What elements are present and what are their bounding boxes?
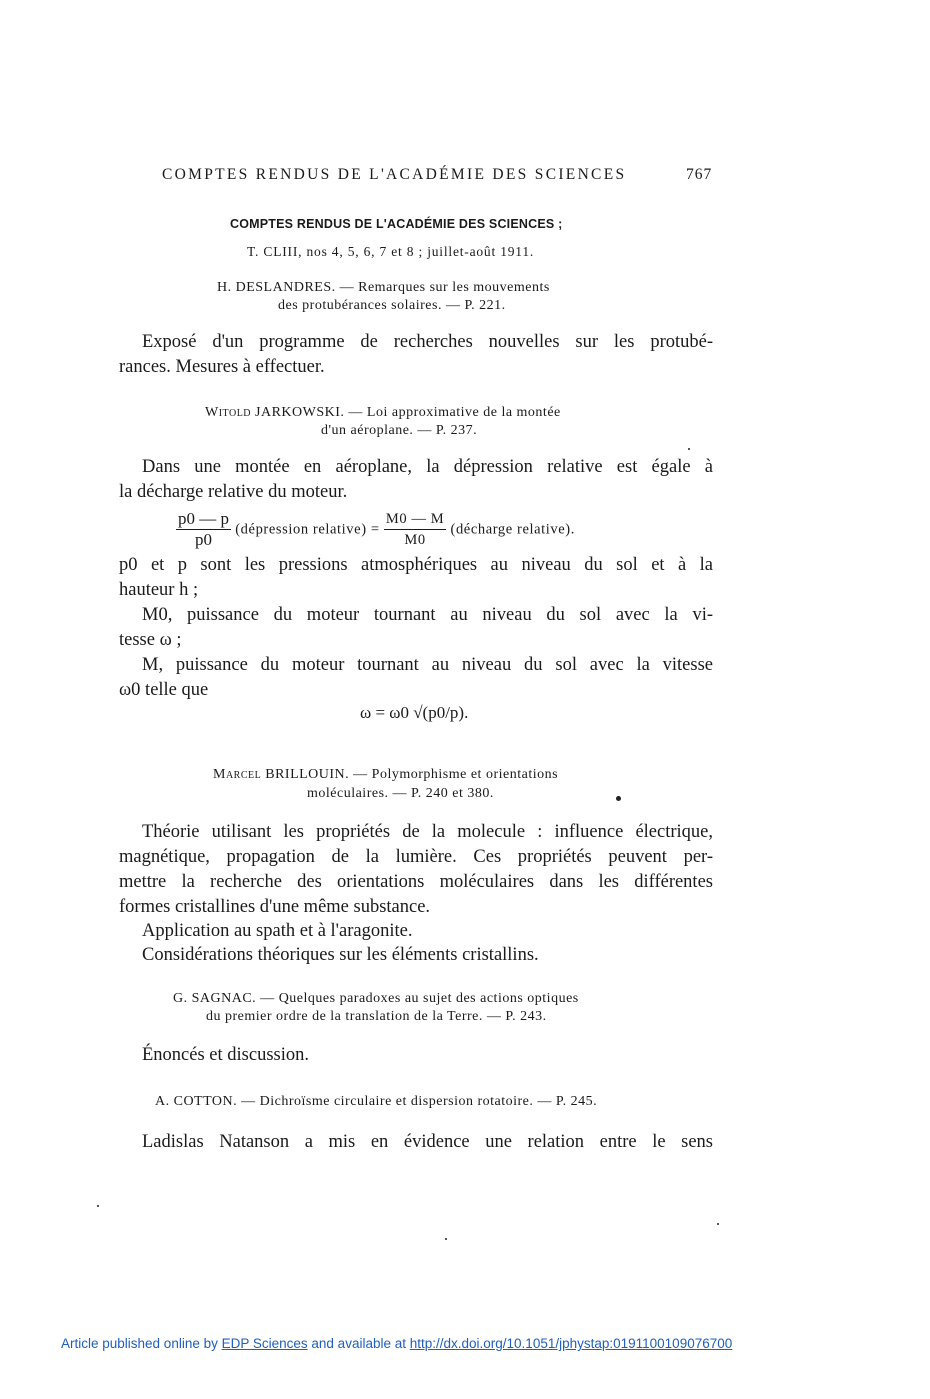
entry-ref-line: — Quelques paradoxes au sujet des actions optiques (256, 991, 579, 1006)
entry-ref-line: — Remarques sur les mouvements (335, 280, 550, 295)
fraction-lhs (176, 509, 231, 550)
entry-body-line: Application au spath et à l'aragonite. (142, 921, 413, 941)
entry-body-line: Dans une montée en aéroplane, la dépression relative est égale à (142, 457, 713, 477)
formula-depression (176, 509, 575, 550)
formula-omega: ω = ω0 √(p0/p). (360, 703, 469, 722)
entry-ref-line: du premier ordre de la translation de la Terre. — P. 243. (206, 1009, 547, 1024)
publication-footer (61, 1336, 732, 1351)
entry-author: H. DESLANDRES. (217, 280, 336, 295)
entry-ref-line: d'un aéroplane. — P. 237. (321, 423, 478, 438)
entry-reference (205, 405, 561, 421)
entry-ref-line: — Dichroïsme circulaire et dispersion rotatoire. — P. 245. (237, 1094, 598, 1109)
entry-reference (173, 991, 579, 1007)
entry-reference (213, 767, 558, 783)
definition-line: M, puissance du moteur tournant au niveau du sol avec la vitesse (142, 655, 713, 675)
publisher-link[interactable]: EDP Sciences (221, 1336, 308, 1351)
running-title: COMPTES RENDUS DE L'ACADÉMIE DES SCIENCES (162, 166, 627, 183)
entry-body-line: Considérations théoriques sur les éléments cristallins. (142, 945, 539, 965)
fraction-numerator: p0 — p (178, 509, 229, 528)
ink-mark (445, 1238, 447, 1240)
entry-body-line: formes cristallines d'une même substance. (119, 897, 431, 917)
formula-label: (dépression relative) = (235, 521, 380, 538)
entry-author: A. COTTON. (155, 1094, 238, 1109)
entry-author: Witold JARKOWSKI. (205, 405, 345, 420)
entry-ref-line: moléculaires. — P. 240 et 380. (307, 786, 494, 801)
fraction-denominator: M0 (404, 532, 426, 548)
definition-line: tesse ω ; (119, 630, 182, 650)
entry-body-line: Exposé d'un programme de recherches nouvelles sur les protubé- (142, 332, 713, 352)
journal-title: COMPTES RENDUS DE L'ACADÉMIE DES SCIENCES ; (230, 217, 563, 231)
ink-mark (717, 1223, 719, 1225)
page-number: 767 (686, 166, 713, 183)
entry-body-line: Théorie utilisant les propriétés de la molecule : influence électrique, (142, 822, 713, 842)
definition-line: p0 et p sont les pressions atmosphériques au niveau du sol et à la (119, 555, 713, 575)
entry-body-line: Énoncés et discussion. (142, 1045, 309, 1065)
entry-ref-line: — Polymorphisme et orientations (349, 767, 559, 782)
entry-ref-line: des protubérances solaires. — P. 221. (278, 298, 506, 313)
entry-author: Marcel BRILLOUIN. (213, 767, 350, 782)
ink-mark (97, 1205, 99, 1207)
entry-body-line: magnétique, propagation de la lumière. Ces propriétés peuvent per- (119, 847, 713, 867)
ink-mark (688, 448, 690, 450)
definition-line: ω0 telle que (119, 680, 209, 700)
definition-line: M0, puissance du moteur tournant au niveau du sol avec la vi- (142, 605, 713, 625)
footer-middle: and available at (307, 1336, 410, 1351)
fraction-denominator: p0 (195, 530, 212, 549)
entry-body-line: Ladislas Natanson a mis en évidence une relation entre le sens (142, 1132, 713, 1152)
ink-mark (616, 796, 621, 801)
formula-label: (décharge relative). (450, 521, 575, 538)
entry-body-line: rances. Mesures à effectuer. (119, 357, 325, 377)
doi-link[interactable]: http://dx.doi.org/10.1051/jphystap:0191100109076700 (409, 1336, 733, 1351)
entry-reference (217, 280, 550, 296)
fraction-numerator: M0 — M (384, 509, 446, 530)
footer-prefix: Article published online by (61, 1336, 222, 1351)
definition-line: hauteur h ; (119, 580, 199, 600)
entry-body-line: la décharge relative du moteur. (119, 482, 348, 502)
entry-ref-line: — Loi approximative de la montée (344, 405, 561, 420)
fraction-rhs (384, 509, 446, 550)
entry-author: G. SAGNAC. (173, 991, 257, 1006)
journal-volume-line: T. CLIII, nos 4, 5, 6, 7 et 8 ; juillet-août 1911. (247, 244, 535, 259)
entry-reference (155, 1094, 597, 1110)
entry-body-line: mettre la recherche des orientations moléculaires dans les différentes (119, 872, 713, 892)
